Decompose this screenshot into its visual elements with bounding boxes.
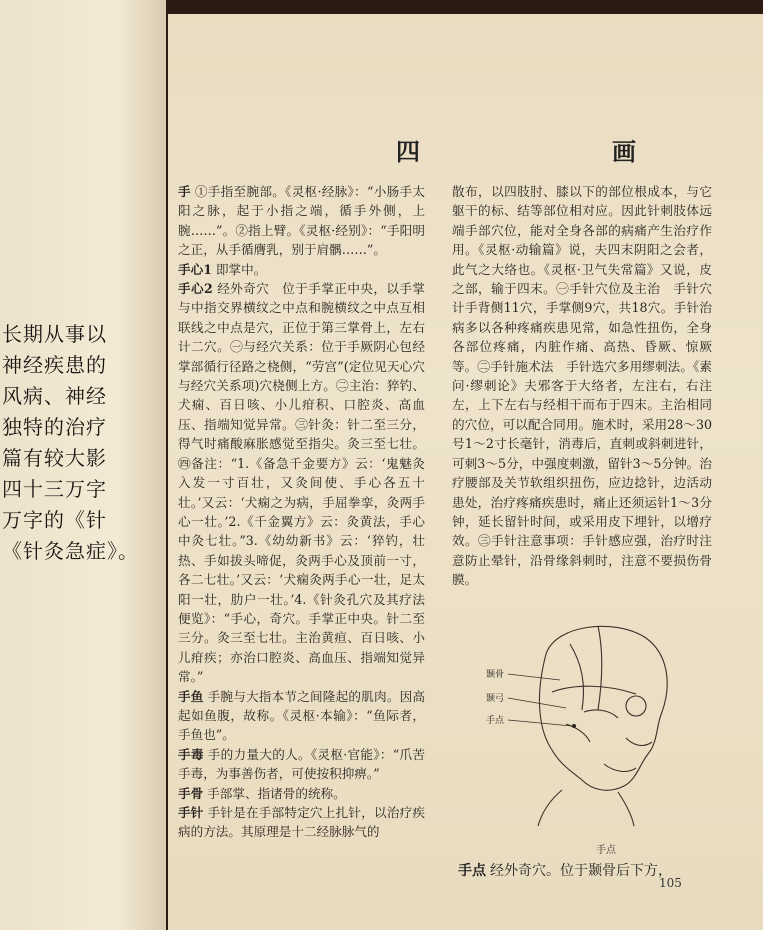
left-line: 《针灸急症》。 — [2, 539, 139, 563]
right-column-text: 散布，以四肢肘、膝以下的部位根成本，与它躯干的标、结等部位相对应。因此针刺肢体远端手部穴位，能对全身各部的病痛产生治疗作用。《灵枢·动输篇》说，夫四末阴阳之会者，此气之大络也。《灵枢·卫气失常篇》又说，皮之部，输于四末。㊀手针穴位及主治 手针穴计手背侧11穴，手掌侧9穴，共18穴。手针治病多以各种疼痛疾患见常，如急性扭伤，全身各部位疼痛，内脏作痛、高热、昏厥、惊厥等。㊁手针施术法 手针选穴多用缪刺法。《素问·缪刺论》夫邪客于大络者，左注右，右注左，上下左右与经相干而布于四末。主治相同的穴位，可以配合同用。施术时，采用28～30号1～2寸长毫针，消毒后，直刺或斜刺进针，可刺3～5分，中强度刺激，留针3～5分钟。治疗腰部及关节软组织扭伤，应边捻针，边活动患处，治疗疼痛疾患时，痛止还须运针1～3分钟，延长留针时间，或采用皮下埋针，以增疗效。㊂手针注意事项：手针感应强，治疗时注意防止晕针，沿骨缘斜刺时，注意不要损伤骨膜。 — [452, 184, 712, 588]
entry — [178, 260, 425, 279]
figure-caption: 手点 — [596, 845, 616, 856]
left-line: 万字的《针 — [2, 508, 107, 532]
entry-text: ①手指至腕部。《灵枢·经脉》：“小肠手太阳之脉，起于小指之端，循手外侧，上腕……”。②指上臂。《灵枢·经别》：“手阳明之正，从手循膺乳，别于肩髃……”。 — [178, 184, 426, 258]
entry-text: 即掌中。 — [215, 261, 267, 277]
left-line: 风病、神经 — [2, 384, 107, 408]
label-zygomatic-arch: 颞弓 — [486, 694, 505, 704]
left-line: 独特的治疗 — [2, 415, 107, 439]
entry — [178, 182, 425, 260]
label-shoudian: 手点 — [486, 716, 505, 726]
entry-head: 手 — [178, 184, 191, 199]
right-page — [168, 14, 763, 930]
left-line: 四十三万字 — [2, 477, 107, 501]
label-temporal-bone: 颞骨 — [486, 670, 505, 680]
page-title: 四 画 — [396, 137, 684, 166]
entry-text: 经外奇穴。位于颞骨后下方， — [490, 863, 672, 879]
entry — [178, 279, 425, 687]
left-page — [0, 0, 166, 930]
entry-head: 手心1 — [178, 261, 212, 277]
left-line: 神经疾患的 — [2, 353, 107, 377]
entry — [178, 687, 425, 745]
entry — [178, 803, 425, 842]
entry — [178, 784, 425, 803]
entry-head: 手鱼 — [178, 688, 204, 704]
entry-head: 手心2 — [178, 281, 213, 297]
entry-text: 手针是在手部特定穴上扎针，以治疗疾病的方法。其原理是十二经脉脉气的 — [178, 805, 426, 840]
left-column — [178, 182, 425, 842]
left-line: 篇有较大影 — [2, 446, 107, 470]
entry-head: 手骨 — [178, 785, 204, 801]
entry-head: 手针 — [178, 805, 204, 820]
left-line: 长期从事以 — [2, 322, 107, 346]
entry — [178, 745, 425, 784]
entry-head: 手毒 — [178, 746, 204, 762]
right-column — [452, 182, 712, 590]
entry-text: 手腕与大指本节之间隆起的肌肉。因高起如鱼腹，故称。《灵枢·本输》：“鱼际者，手鱼也”。 — [178, 688, 426, 743]
footer-entry — [458, 860, 672, 880]
page-number: 105 — [659, 876, 682, 890]
entry-text: 手部掌、指诸骨的统称。 — [207, 785, 346, 801]
skull-figure — [486, 614, 676, 829]
entry-text: 经外奇穴 位于手掌正中央，以手掌与中指交界横纹之中点和腕横纹之中点互相联线之中点是穴，正位于第三掌骨上，左右计二穴。㊀与经穴关系：位于手厥阴心包经掌部循行径路之桡侧，“劳宫”(定位见天心穴与经穴关系项)穴桡侧上方。㊁主治：猝钓、犬痫、百日咳、小儿疳积、口腔炎、高血压、指端知觉异常。㊂针灸：针二至三分，得气时痛酸麻胀感觉至指尖。灸三至七壮。㊃备注：“1.《备急千金要方》云：‘鬼魅灸入发一寸百壮，又灸间使、手心各五十壮。’又云：‘犬痫之为病，手屈拳挛，灸两手心一壮。’2.《千金翼方》云：灸黄法，手心中灸七壮。”3.《幼幼新书》云：‘猝钓，壮热、手如拔头啼促，灸两手心及顶前一寸，各二七壮。’又云：‘犬痫灸两手心一壮，足太阳一壮，肋户一壮。’4.《针灸孔穴及其疗法便览》：“手心，奇穴。手掌正中央。针二至三分。灸三至七壮。主治黄疸、百日咳、小儿疳疾；亦治口腔炎、高血压、指端知觉异常。” — [178, 281, 426, 685]
entry-head: 手点 — [458, 863, 486, 879]
entry-text: 手的力量大的人。《灵枢·官能》：“爪苦手毒，为事善伤者，可使按积抑痹。” — [178, 746, 426, 782]
